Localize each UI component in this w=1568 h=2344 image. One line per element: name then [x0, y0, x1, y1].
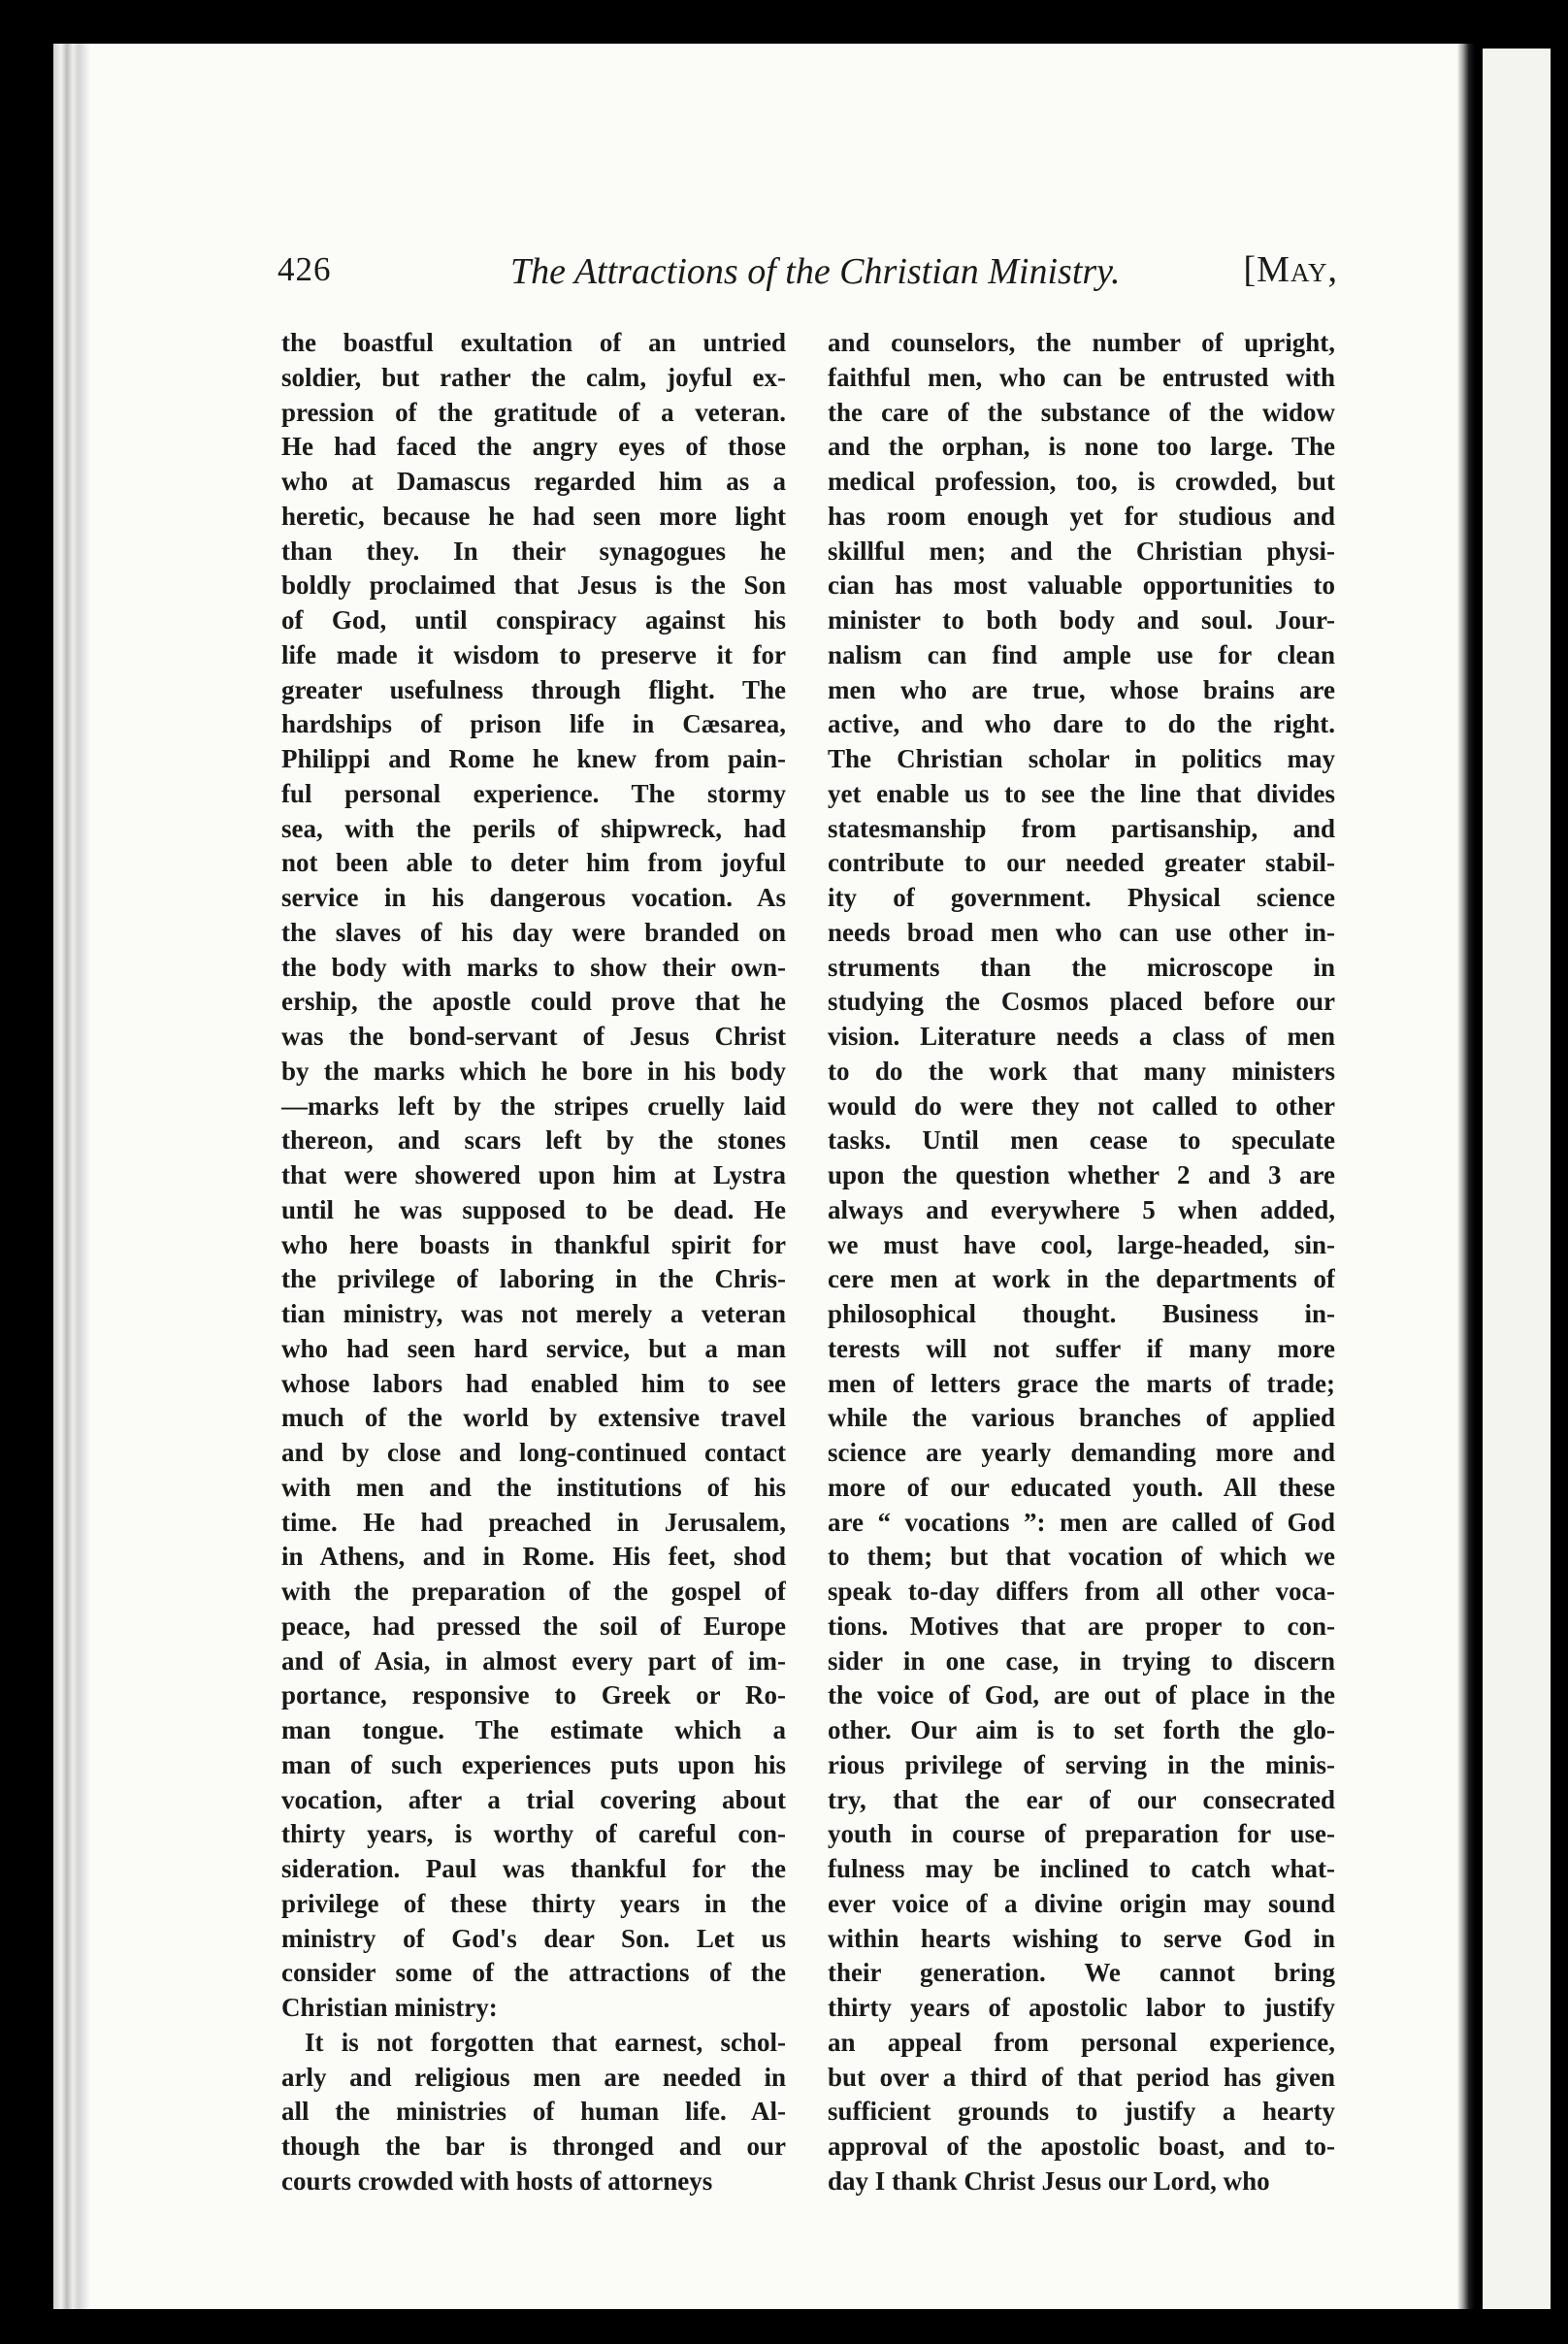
text-line: contribute to our needed greater stabil- — [828, 848, 1335, 878]
text-line: and by close and long-continued contact — [281, 1438, 786, 1467]
text-line: the boastful exultation of an untried — [281, 328, 786, 357]
text-line: and the orphan, is none too large. The — [828, 432, 1335, 462]
text-line: to do the work that many ministers — [828, 1056, 1335, 1086]
text-line: with the preparation of the gospel of — [281, 1577, 786, 1606]
text-line: though the bar is thronged and our — [281, 2132, 786, 2161]
text-line: with men and the institutions of his — [281, 1472, 786, 1502]
text-line: all the ministries of human life. Al- — [281, 2097, 786, 2127]
text-line: —marks left by the stripes cruelly laid — [281, 1091, 786, 1121]
text-line: sideration. Paul was thankful for the — [281, 1854, 786, 1883]
text-line: of God, until conspiracy against his — [281, 605, 786, 635]
text-line: the care of the substance of the widow — [828, 397, 1335, 427]
page-gutter-edge — [53, 44, 90, 2309]
text-line: and of Asia, in almost every part of im- — [281, 1645, 786, 1676]
text-line: not been able to deter him from joyful — [281, 848, 786, 878]
text-line: faithful men, who can be entrusted with — [828, 362, 1335, 392]
text-line: until he was supposed to be dead. He — [281, 1194, 786, 1224]
text-line: active, and who dare to do the right. — [828, 709, 1335, 739]
text-line: fulness may be inclined to catch what- — [828, 1854, 1335, 1883]
running-header — [278, 250, 1338, 299]
text-line: that were showered upon him at Lystra — [281, 1160, 786, 1189]
text-line: pression of the gratitude of a veteran. — [281, 397, 786, 427]
text-line: privilege of these thirty years in the — [281, 1888, 786, 1918]
text-line: sea, with the perils of shipwreck, had — [281, 813, 786, 843]
text-line: vocation, after a trial covering about — [281, 1784, 786, 1814]
text-line: soldier, but rather the calm, joyful ex- — [281, 362, 786, 392]
text-line: would do were they not called to other — [828, 1091, 1335, 1121]
text-line: heretic, because he had seen more light — [281, 501, 786, 531]
text-line: He had faced the angry eyes of those — [281, 432, 786, 462]
text-line: speak to-day differs from all other voca- — [828, 1577, 1335, 1606]
text-line: Christian ministry: — [281, 1993, 498, 2022]
text-line: youth in course of preparation for use- — [828, 1819, 1335, 1849]
text-line: ity of government. Physical science — [828, 883, 1335, 912]
text-line: whose labors had enabled him to see — [281, 1368, 786, 1398]
text-line: courts crowded with hosts of attorneys — [281, 2165, 713, 2196]
text-line: other. Our aim is to set forth the glo- — [828, 1715, 1335, 1744]
text-line: studying the Cosmos placed before our — [828, 987, 1335, 1017]
text-line: the body with marks to show their own- — [281, 952, 786, 982]
text-line: while the various branches of applied — [828, 1403, 1335, 1433]
text-line: needs broad men who can use other in- — [828, 917, 1335, 947]
page-fore-edge-shadow — [1457, 44, 1475, 2309]
text-line: men who are true, whose brains are — [828, 674, 1335, 704]
text-line: more of our educated youth. All these — [828, 1472, 1335, 1502]
adjacent-page-sliver — [1483, 49, 1551, 2309]
text-line: the privilege of laboring in the Chris- — [281, 1264, 786, 1294]
text-line: who here boasts in thankful spirit for — [281, 1229, 786, 1259]
text-line: It is not forgotten that earnest, schol- — [305, 2027, 786, 2057]
text-line: life made it wisdom to preserve it for — [281, 639, 786, 669]
text-line: statesmanship from partisanship, and — [828, 813, 1335, 843]
text-line: consider some of the attractions of the — [281, 1958, 786, 1988]
text-line: tions. Motives that are proper to con- — [828, 1611, 1335, 1641]
text-line: who had seen hard service, but a man — [281, 1333, 786, 1363]
text-line: approval of the apostolic boast, and to- — [828, 2132, 1335, 2161]
text-line: to them; but that vocation of which we — [828, 1542, 1335, 1572]
text-line: sufficient grounds to justify a hearty — [828, 2097, 1335, 2127]
text-line: time. He had preached in Jerusalem, — [281, 1507, 786, 1537]
text-line: are “ vocations ”: men are called of God — [828, 1507, 1335, 1537]
page-number: 426 — [278, 250, 332, 288]
text-line: service in his dangerous vocation. As — [281, 883, 786, 912]
text-line: vision. Literature needs a class of men — [828, 1022, 1335, 1051]
text-line: ership, the apostle could prove that he — [281, 987, 786, 1017]
text-line: skillful men; and the Christian physi- — [828, 536, 1335, 566]
running-title: The Attractions of the Christian Ministry. — [510, 251, 1121, 292]
text-line: the voice of God, are out of place in the — [828, 1680, 1335, 1710]
text-line: but over a third of that period has given — [828, 2062, 1335, 2092]
text-line: man of such experiences puts upon his — [281, 1749, 786, 1779]
text-line: men of letters grace the marts of trade; — [828, 1368, 1335, 1398]
text-line: in Athens, and in Rome. His feet, shod — [281, 1542, 786, 1572]
text-line: tasks. Until men cease to speculate — [828, 1125, 1335, 1156]
text-line: hardships of prison life in Cæsarea, — [281, 709, 786, 739]
text-line: struments than the microscope in — [828, 952, 1335, 982]
text-line: upon the question whether 2 and 3 are — [828, 1160, 1335, 1189]
text-line: who at Damascus regarded him as a — [281, 467, 786, 496]
text-line: we must have cool, large-headed, sin- — [828, 1229, 1335, 1259]
text-line: tian ministry, was not merely a veteran — [281, 1299, 786, 1328]
text-line: was the bond-servant of Jesus Christ — [281, 1022, 786, 1051]
text-line: yet enable us to see the line that divides — [828, 778, 1335, 808]
text-line: The Christian scholar in politics may — [828, 744, 1335, 773]
text-line: and counselors, the number of upright, — [828, 328, 1335, 357]
text-line: rious privilege of serving in the minis- — [828, 1749, 1335, 1779]
text-line: has room enough yet for studious and — [828, 501, 1335, 531]
text-line: much of the world by extensive travel — [281, 1403, 786, 1433]
text-line: an appeal from personal experience, — [828, 2027, 1335, 2057]
text-line: than they. In their synagogues he — [281, 536, 786, 566]
text-line: thereon, and scars left by the stones — [281, 1125, 786, 1156]
text-line: minister to both body and soul. Jour- — [828, 605, 1335, 635]
left-text-column — [281, 326, 786, 2199]
text-line: medical profession, too, is crowded, but — [828, 467, 1335, 496]
text-line: ministry of God's dear Son. Let us — [281, 1923, 786, 1953]
text-line: greater usefulness through flight. The — [281, 674, 786, 704]
text-line: thirty years, is worthy of careful con- — [281, 1819, 786, 1849]
text-line: nalism can find ample use for clean — [828, 639, 1335, 669]
text-line: thirty years of apostolic labor to justify — [828, 1993, 1335, 2022]
text-line: ful personal experience. The stormy — [281, 778, 786, 808]
text-line: within hearts wishing to serve God in — [828, 1923, 1335, 1953]
text-line: cian has most valuable opportunities to — [828, 570, 1335, 601]
text-line: always and everywhere 5 when added, — [828, 1194, 1335, 1224]
text-line: arly and religious men are needed in — [281, 2062, 786, 2092]
text-line: sider in one case, in trying to discern — [828, 1645, 1335, 1676]
text-line: by the marks which he bore in his body — [281, 1056, 786, 1086]
text-line: cere men at work in the departments of — [828, 1264, 1335, 1294]
text-line: try, that the ear of our consecrated — [828, 1784, 1335, 1814]
text-line: boldly proclaimed that Jesus is the Son — [281, 570, 786, 601]
text-line: the slaves of his day were branded on — [281, 917, 786, 947]
text-line: terests will not suffer if many more — [828, 1333, 1335, 1363]
text-line: ever voice of a divine origin may sound — [828, 1888, 1335, 1918]
text-line: man tongue. The estimate which a — [281, 1715, 786, 1744]
text-line: day I thank Christ Jesus our Lord, who — [828, 2165, 1270, 2196]
text-line: science are yearly demanding more and — [828, 1438, 1335, 1467]
text-line: their generation. We cannot bring — [828, 1958, 1335, 1988]
text-line: philosophical thought. Business in- — [828, 1299, 1335, 1328]
right-text-column — [828, 326, 1335, 2199]
text-line: portance, responsive to Greek or Ro- — [281, 1680, 786, 1710]
issue-month: [May, — [1243, 249, 1338, 290]
text-line: Philippi and Rome he knew from pain- — [281, 744, 786, 773]
text-line: peace, had pressed the soil of Europe — [281, 1611, 786, 1641]
